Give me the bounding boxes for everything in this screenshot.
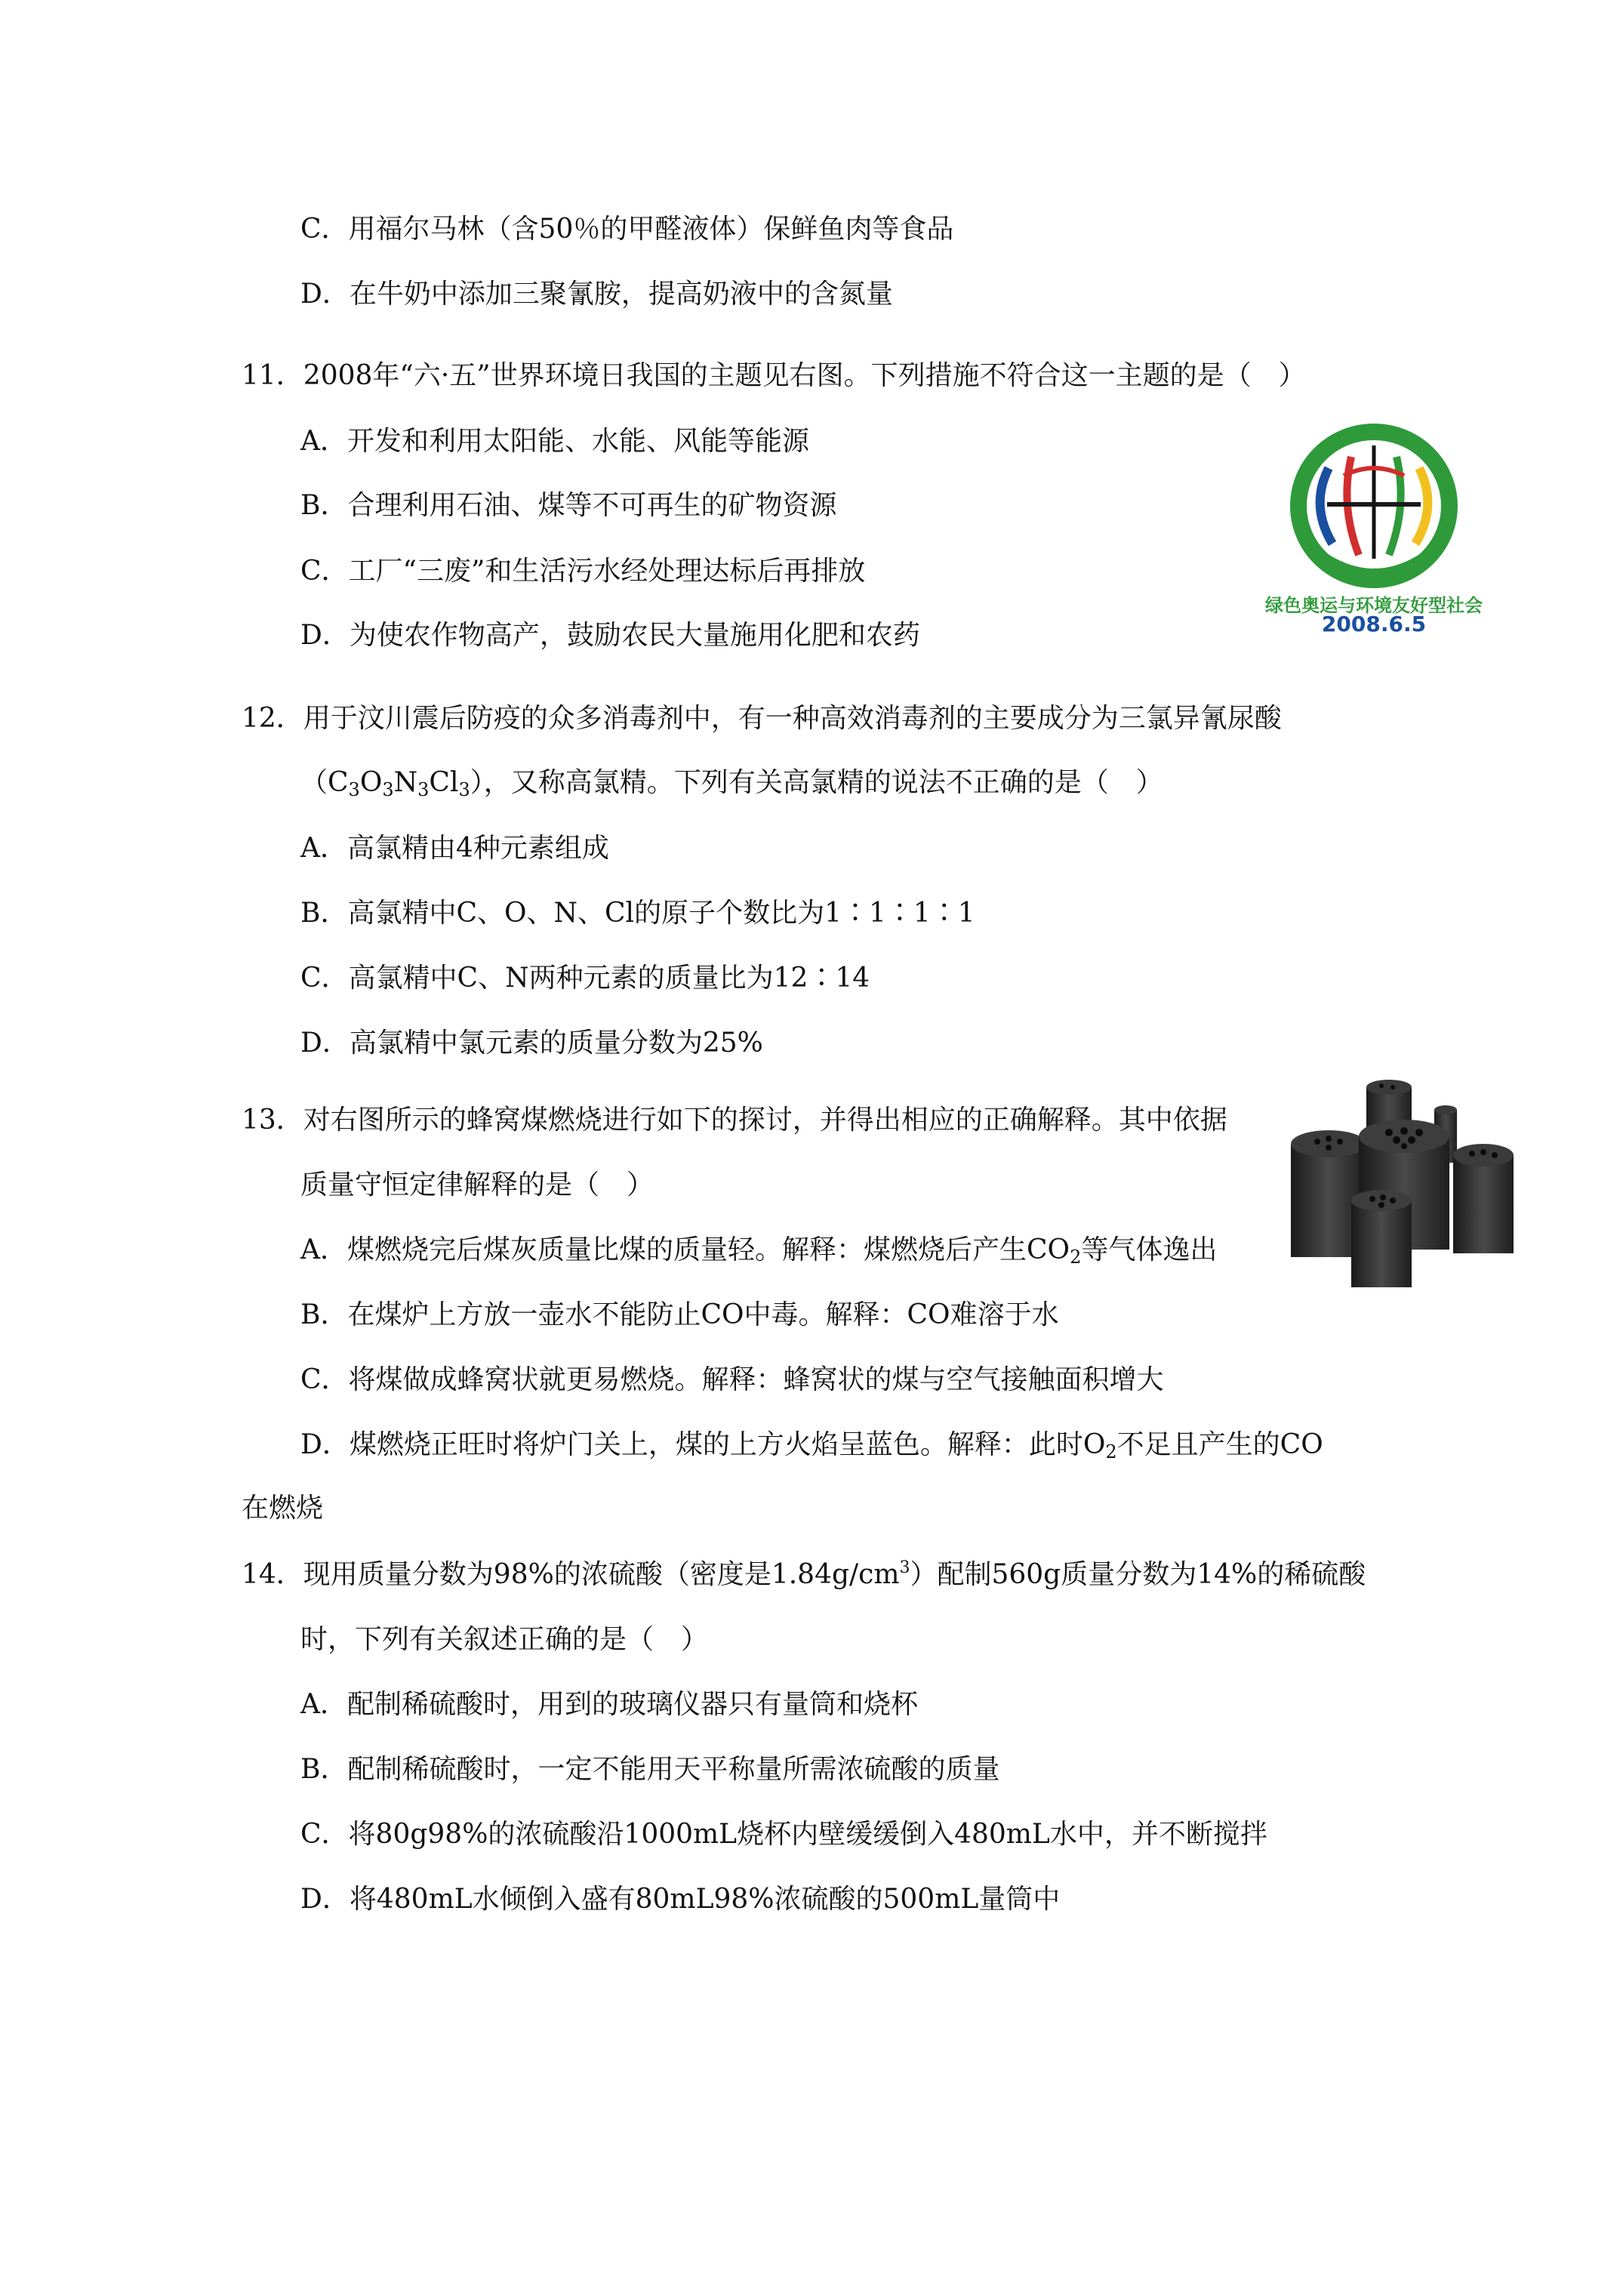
- q13-option-b: B．在煤炉上方放一壶水不能防止CO中毒。解释：CO难溶于水: [300, 1299, 1059, 1330]
- q12-option-c: C．高氯精中C、N两种元素的质量比为12∶14: [300, 963, 870, 994]
- q13-option-d: D．煤燃烧正旺时将炉门关上，煤的上方火焰呈蓝色。解释：此时$O_2$不足且产生的CO: [300, 1429, 1323, 1462]
- logo-date: 2008.6.5: [1321, 612, 1427, 636]
- q13-option-a: A．煤燃烧完后煤灰质量比煤的质量轻。解释：煤燃烧后产生$CO_2$等气体逸出: [300, 1234, 1218, 1268]
- q13-stem-line2: 质量守恒定律解释的是（ ）: [300, 1170, 654, 1200]
- q11-option-d: D．为使农作物高产，鼓励农民大量施用化肥和农药: [300, 620, 920, 651]
- q12-option-d: D．高氯精中氯元素的质量分数为25%: [300, 1028, 763, 1059]
- q11-option-b: B．合理利用石油、煤等不可再生的矿物资源: [300, 490, 837, 521]
- q14-option-a: A．配制稀硫酸时，用到的玻璃仪器只有量筒和烧杯: [300, 1689, 918, 1720]
- q14-stem-line2: 时，下列有关叙述正确的是（ ）: [300, 1624, 709, 1655]
- q12-option-a: A．高氯精由4种元素组成: [300, 833, 609, 864]
- q14-option-b: B．配制稀硫酸时，一定不能用天平称量所需浓硫酸的质量: [300, 1754, 1000, 1785]
- q14-option-c: C．将80g98%的浓硫酸沿1000mL烧杯内壁缓缓倒入480mL水中，并不断搅拌: [300, 1819, 1267, 1850]
- q10-option-c: C．用福尔马林（含50％的甲醛液体）保鲜鱼肉等食品: [300, 214, 954, 245]
- q13-stem-line1: 13．对右图所示的蜂窝煤燃烧进行如下的探讨，并得出相应的正确解释。其中依据: [242, 1105, 1227, 1136]
- honeycomb-coal-image: [1283, 1072, 1525, 1291]
- q13-option-d-wrap: 在燃烧: [242, 1493, 324, 1524]
- q12-stem-formula: $(C_3O_3N_3Cl_3)$，又称高氯精。下列有关高氯精的说法不正确的是（ ）: [300, 767, 1163, 800]
- q12-stem: 12．用于汶川震后防疫的众多消毒剂中，有一种高效消毒剂的主要成分为三氯异氰尿酸: [242, 703, 1282, 734]
- q11-option-a: A．开发和利用太阳能、水能、风能等能源: [300, 426, 809, 457]
- environment-day-logo: [1238, 415, 1510, 634]
- q11-option-c: C．工厂“三废”和生活污水经处理达标后再排放: [300, 556, 866, 587]
- q14-stem-line1: 14．现用质量分数为98%的浓硫酸（密度是$1.84g/cm^3$）配制560g质量分数为14%的稀硫酸: [242, 1558, 1366, 1590]
- q14-option-d: D．将480mL水倾倒入盛有80mL98%浓硫酸的500mL量筒中: [300, 1884, 1061, 1915]
- q13-option-c: C．将煤做成蜂窝状就更易燃烧。解释：蜂窝状的煤与空气接触面积增大: [300, 1364, 1164, 1395]
- q12-option-b: B．高氯精中C、O、N、Cl的原子个数比为1∶1∶1∶1: [300, 898, 975, 929]
- q10-option-d: D．在牛奶中添加三聚氰胺，提高奶液中的含氮量: [300, 279, 893, 310]
- logo-slogan: 绿色奥运与环境友好型社会: [1265, 595, 1483, 616]
- q11-stem: 11．2008年“六·五”世界环境日我国的主题见右图。下列措施不符合这一主题的是（ ）: [242, 360, 1306, 391]
- coal-briquettes-graphic: [1283, 1072, 1525, 1291]
